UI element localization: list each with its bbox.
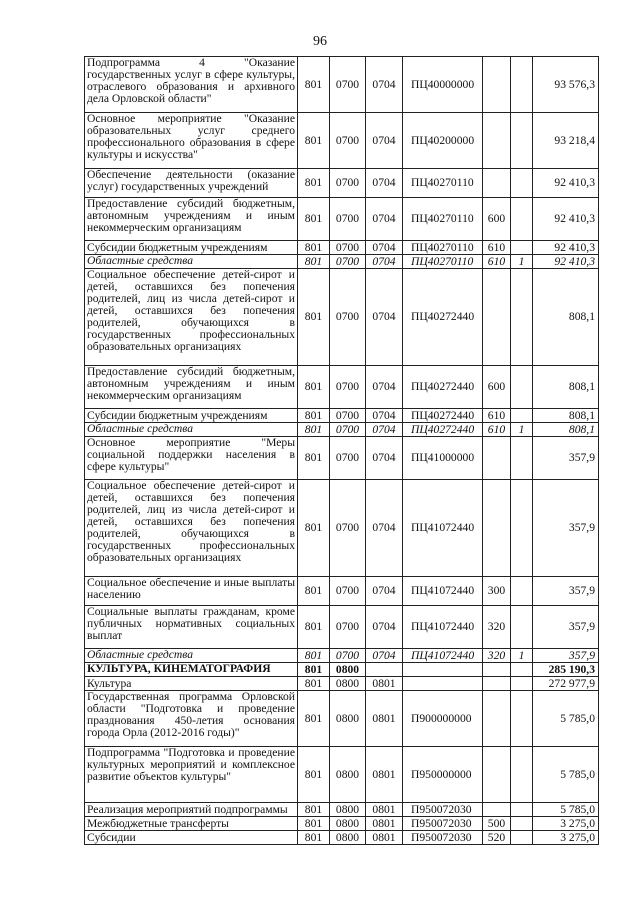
amount-cell: 93 576,3 [533,57,599,113]
section-code-cell: 0700 [330,169,366,198]
ved-code-cell: 801 [298,113,330,169]
amount-cell: 92 410,3 [533,198,599,241]
ved-code-cell: 801 [298,437,330,480]
table-row [85,255,599,269]
expense-type-cell [483,663,511,677]
table-row [85,649,599,663]
funding-source-cell [511,113,533,169]
section-code-cell: 0700 [330,423,366,437]
row-name-cell: КУЛЬТУРА, КИНЕМАТОГРАФИЯ [85,663,298,677]
target-article-cell: ПЦ40272440 [403,409,483,423]
expense-type-cell [483,677,511,691]
table-row [85,113,599,169]
target-article-cell: П900000000 [403,691,483,747]
section-code-cell: 0800 [330,803,366,817]
row-name-cell: Социальное обеспечение и иные выплаты населению [85,577,298,606]
funding-source-cell [511,198,533,241]
funding-source-cell [511,480,533,577]
subsection-code-cell: 0704 [366,577,403,606]
ved-code-cell: 801 [298,803,330,817]
subsection-code-cell: 0704 [366,255,403,269]
section-code-cell: 0700 [330,198,366,241]
section-code-cell: 0700 [330,577,366,606]
table-row [85,366,599,409]
subsection-code-cell: 0704 [366,269,403,366]
ved-code-cell: 801 [298,649,330,663]
funding-source-cell: 1 [511,423,533,437]
row-name-cell: Реализация мероприятий подпрограммы [85,803,298,817]
section-code-cell: 0700 [330,366,366,409]
amount-cell: 5 785,0 [533,803,599,817]
target-article-cell: ПЦ40270110 [403,255,483,269]
section-code-cell: 0800 [330,663,366,677]
ved-code-cell: 801 [298,423,330,437]
table-row [85,606,599,649]
subsection-code-cell: 0801 [366,817,403,831]
target-article-cell: ПЦ40272440 [403,366,483,409]
expense-type-cell: 610 [483,409,511,423]
ved-code-cell: 801 [298,831,330,845]
funding-source-cell [511,663,533,677]
row-name-cell: Основное мероприятие "Меры социальной поддержки населения в сфере культуры" [85,437,298,480]
funding-source-cell [511,169,533,198]
target-article-cell: ПЦ41072440 [403,649,483,663]
table-row [85,57,599,113]
ved-code-cell: 801 [298,255,330,269]
expense-type-cell [483,480,511,577]
amount-cell: 272 977,9 [533,677,599,691]
expense-type-cell: 610 [483,255,511,269]
amount-cell: 5 785,0 [533,691,599,747]
ved-code-cell: 801 [298,747,330,803]
funding-source-cell [511,57,533,113]
target-article-cell: ПЦ40270110 [403,198,483,241]
expense-type-cell [483,57,511,113]
row-name-cell: Культура [85,677,298,691]
funding-source-cell [511,409,533,423]
table-row [85,409,599,423]
row-name-cell: Областные средства [85,423,298,437]
amount-cell: 357,9 [533,649,599,663]
row-name-cell: Обеспечение деятельности (оказание услуг) государственных учреждений [85,169,298,198]
funding-source-cell [511,366,533,409]
row-name-cell: Социальное обеспечение детей-сирот и детей, оставшихся без попечения родителей, лиц из числа детей-сирот и детей, оставшихся без попечения родителей, обучающихся в государственных профессиональных образовательных организациях [85,480,298,577]
table-row [85,480,599,577]
table-row [85,691,599,747]
target-article-cell: П950072030 [403,817,483,831]
amount-cell: 357,9 [533,437,599,480]
expense-type-cell [483,747,511,803]
expense-type-cell [483,691,511,747]
subsection-code-cell: 0704 [366,366,403,409]
section-code-cell: 0700 [330,255,366,269]
table-row [85,803,599,817]
target-article-cell: ПЦ41072440 [403,577,483,606]
target-article-cell [403,677,483,691]
subsection-code-cell: 0704 [366,57,403,113]
subsection-code-cell: 0801 [366,677,403,691]
budget-table [84,56,599,845]
expense-type-cell [483,269,511,366]
row-name-cell: Предоставление субсидий бюджетным, автономным учреждениям и иным некоммерческим организациям [85,366,298,409]
expense-type-cell [483,113,511,169]
amount-cell: 3 275,0 [533,831,599,845]
funding-source-cell [511,269,533,366]
amount-cell: 357,9 [533,606,599,649]
ved-code-cell: 801 [298,663,330,677]
amount-cell: 3 275,0 [533,817,599,831]
funding-source-cell [511,747,533,803]
table-row [85,437,599,480]
target-article-cell: ПЦ40272440 [403,269,483,366]
funding-source-cell [511,831,533,845]
section-code-cell: 0700 [330,409,366,423]
subsection-code-cell: 0801 [366,747,403,803]
subsection-code-cell: 0704 [366,113,403,169]
row-name-cell: Субсидии бюджетным учреждениям [85,409,298,423]
subsection-code-cell: 0801 [366,803,403,817]
ved-code-cell: 801 [298,480,330,577]
row-name-cell: Субсидии бюджетным учреждениям [85,241,298,255]
ved-code-cell: 801 [298,269,330,366]
section-code-cell: 0700 [330,113,366,169]
expense-type-cell [483,803,511,817]
subsection-code-cell: 0704 [366,606,403,649]
section-code-cell: 0800 [330,831,366,845]
ved-code-cell: 801 [298,691,330,747]
row-name-cell: Субсидии [85,831,298,845]
subsection-code-cell [366,663,403,677]
table-row [85,747,599,803]
amount-cell: 808,1 [533,269,599,366]
amount-cell: 92 410,3 [533,169,599,198]
subsection-code-cell: 0704 [366,169,403,198]
amount-cell: 92 410,3 [533,241,599,255]
expense-type-cell: 320 [483,649,511,663]
target-article-cell: ПЦ40200000 [403,113,483,169]
target-article-cell: ПЦ40270110 [403,241,483,255]
expense-type-cell: 610 [483,241,511,255]
amount-cell: 5 785,0 [533,747,599,803]
table-row [85,269,599,366]
section-code-cell: 0700 [330,480,366,577]
funding-source-cell: 1 [511,649,533,663]
table-row [85,831,599,845]
target-article-cell: ПЦ41072440 [403,480,483,577]
section-code-cell: 0700 [330,437,366,480]
ved-code-cell: 801 [298,409,330,423]
ved-code-cell: 801 [298,366,330,409]
target-article-cell: ПЦ40270110 [403,169,483,198]
expense-type-cell [483,437,511,480]
subsection-code-cell: 0704 [366,480,403,577]
ved-code-cell: 801 [298,241,330,255]
target-article-cell: ПЦ41000000 [403,437,483,480]
row-name-cell: Подпрограмма 4 "Оказание государственных услуг в сфере культуры, отраслевого образования и архивного дела Орловской области" [85,57,298,113]
expense-type-cell: 500 [483,817,511,831]
row-name-cell: Государственная программа Орловской области "Подготовка и проведение празднования 450-летия основания города Орла (2012-2016 годы)" [85,691,298,747]
section-code-cell: 0700 [330,57,366,113]
section-code-cell: 0700 [330,649,366,663]
expense-type-cell: 300 [483,577,511,606]
ved-code-cell: 801 [298,606,330,649]
row-name-cell: Областные средства [85,649,298,663]
table-row [85,817,599,831]
amount-cell: 357,9 [533,577,599,606]
amount-cell: 808,1 [533,366,599,409]
target-article-cell: П950072030 [403,831,483,845]
funding-source-cell [511,817,533,831]
page-number: 96 [313,34,327,49]
ved-code-cell: 801 [298,57,330,113]
ved-code-cell: 801 [298,577,330,606]
expense-type-cell [483,169,511,198]
amount-cell: 357,9 [533,480,599,577]
subsection-code-cell: 0704 [366,423,403,437]
funding-source-cell: 1 [511,255,533,269]
amount-cell: 808,1 [533,423,599,437]
expense-type-cell: 320 [483,606,511,649]
row-name-cell: Подпрограмма "Подготовка и проведение культурных мероприятий и комплексное развитие объектов культуры" [85,747,298,803]
section-code-cell: 0800 [330,691,366,747]
funding-source-cell [511,437,533,480]
funding-source-cell [511,677,533,691]
expense-type-cell: 610 [483,423,511,437]
amount-cell: 285 190,3 [533,663,599,677]
subsection-code-cell: 0801 [366,831,403,845]
subsection-code-cell: 0801 [366,691,403,747]
row-name-cell: Областные средства [85,255,298,269]
row-name-cell: Предоставление субсидий бюджетным, автономным учреждениям и иным некоммерческим организациям [85,198,298,241]
ved-code-cell: 801 [298,817,330,831]
section-code-cell: 0700 [330,606,366,649]
amount-cell: 92 410,3 [533,255,599,269]
subsection-code-cell: 0704 [366,198,403,241]
funding-source-cell [511,606,533,649]
row-name-cell: Межбюджетные трансферты [85,817,298,831]
funding-source-cell [511,691,533,747]
ved-code-cell: 801 [298,198,330,241]
table-row [85,677,599,691]
section-code-cell: 0700 [330,269,366,366]
target-article-cell: ПЦ40272440 [403,423,483,437]
funding-source-cell [511,577,533,606]
row-name-cell: Социальные выплаты гражданам, кроме публичных нормативных социальных выплат [85,606,298,649]
expense-type-cell: 600 [483,366,511,409]
table-row [85,169,599,198]
funding-source-cell [511,241,533,255]
table-row [85,241,599,255]
section-code-cell: 0800 [330,677,366,691]
subsection-code-cell: 0704 [366,649,403,663]
row-name-cell: Основное мероприятие "Оказание образовательных услуг среднего профессионального образования в сфере культуры и искусства" [85,113,298,169]
table-row [85,663,599,677]
section-code-cell: 0700 [330,241,366,255]
ved-code-cell: 801 [298,169,330,198]
target-article-cell: П950072030 [403,803,483,817]
subsection-code-cell: 0704 [366,437,403,480]
amount-cell: 808,1 [533,409,599,423]
subsection-code-cell: 0704 [366,241,403,255]
table-row [85,423,599,437]
expense-type-cell: 520 [483,831,511,845]
target-article-cell: П950000000 [403,747,483,803]
section-code-cell: 0800 [330,747,366,803]
amount-cell: 93 218,4 [533,113,599,169]
target-article-cell [403,663,483,677]
section-code-cell: 0800 [330,817,366,831]
table-row [85,198,599,241]
table-row [85,577,599,606]
target-article-cell: ПЦ40000000 [403,57,483,113]
expense-type-cell: 600 [483,198,511,241]
target-article-cell: ПЦ41072440 [403,606,483,649]
row-name-cell: Социальное обеспечение детей-сирот и детей, оставшихся без попечения родителей, лиц из числа детей-сирот и детей, оставшихся без попечения родителей, обучающихся в государственных профессиональных образовательных организациях [85,269,298,366]
subsection-code-cell: 0704 [366,409,403,423]
budget-table-body [85,57,599,845]
funding-source-cell [511,803,533,817]
ved-code-cell: 801 [298,677,330,691]
